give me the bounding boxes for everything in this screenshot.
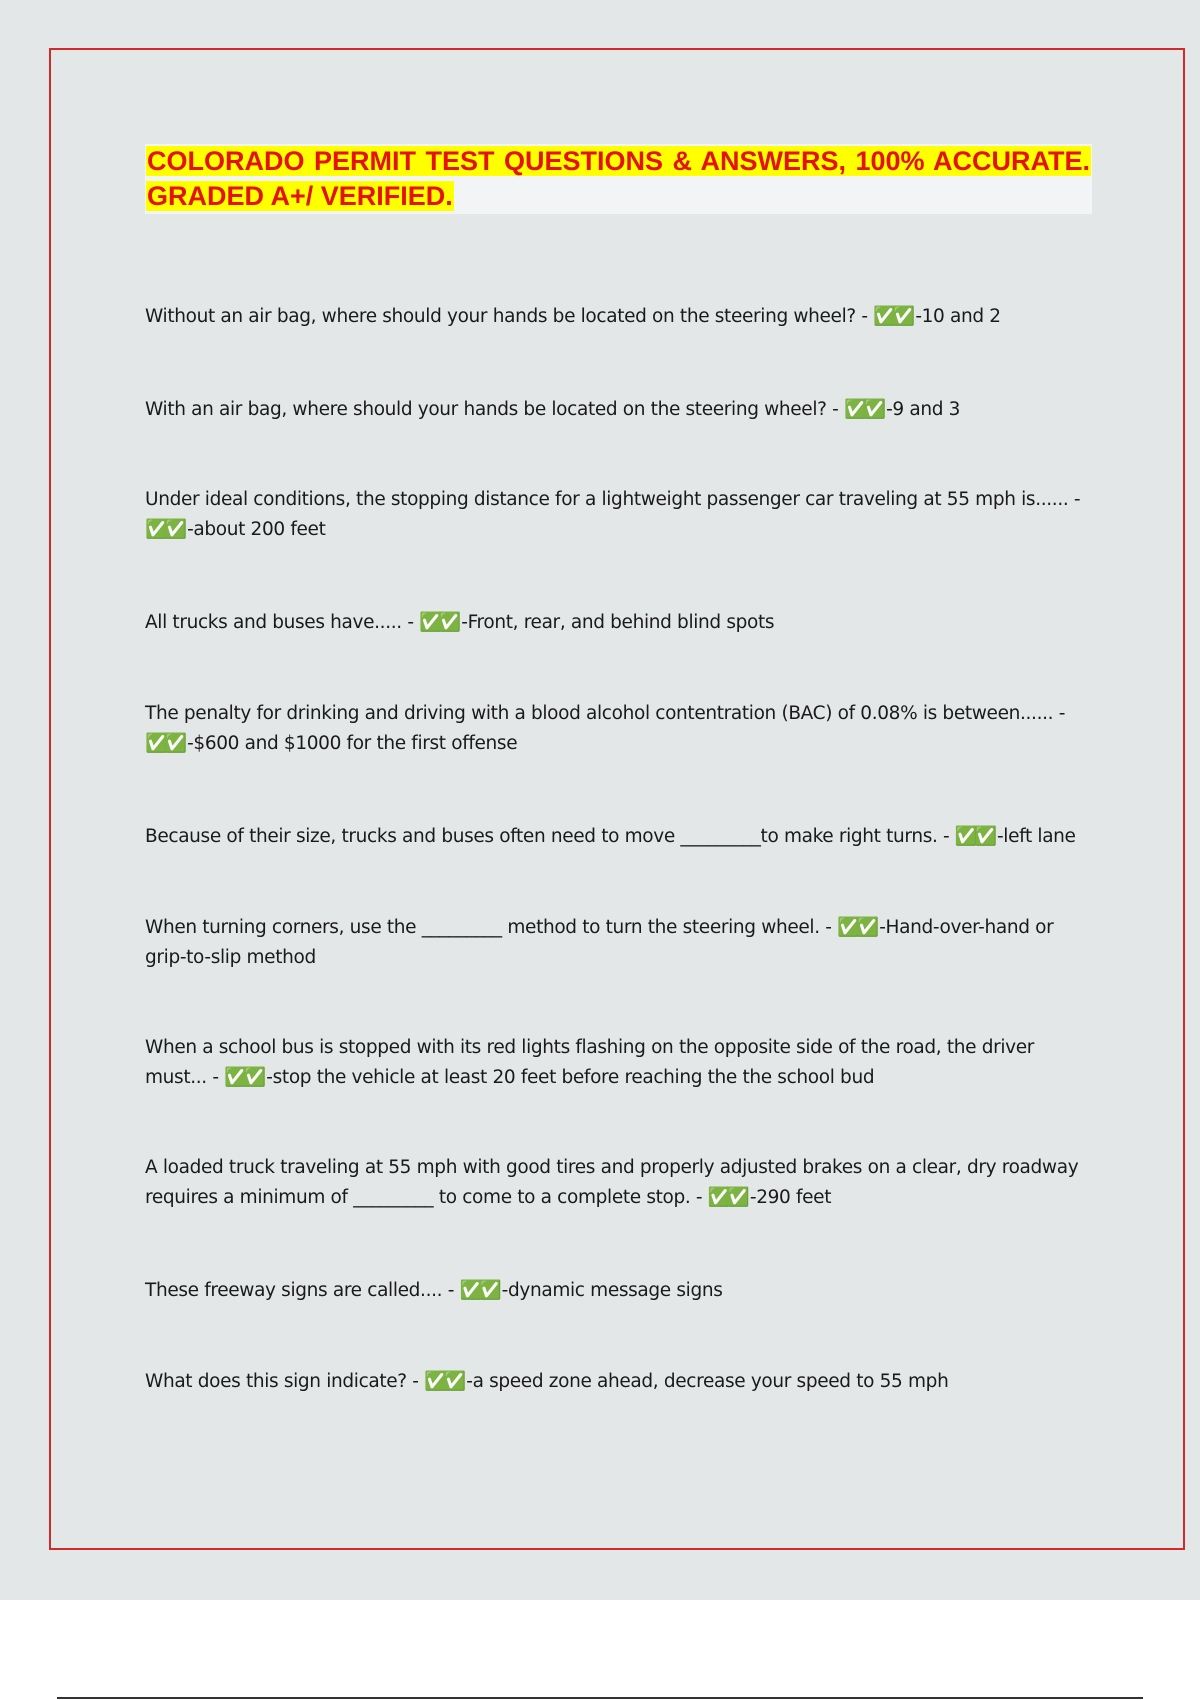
check-icon: ✅✅ bbox=[707, 1187, 746, 1208]
check-icon: ✅✅ bbox=[419, 612, 458, 633]
answer-text: -10 and 2 bbox=[915, 306, 1001, 327]
qa-item-4 bbox=[145, 608, 1089, 638]
bottom-divider bbox=[57, 1697, 1143, 1699]
question-text: With an air bag, where should your hands be located on the steering wheel? - bbox=[145, 399, 844, 420]
question-text: When a school bus is stopped with its red lights flashing on the opposite side of the road, the driver must... - bbox=[145, 1037, 1035, 1088]
document-title-text: COLORADO PERMIT TEST QUESTIONS & ANSWERS, 100% ACCURATE. GRADED A+/ VERIFIED. bbox=[147, 146, 1090, 211]
qa-item-10 bbox=[145, 1276, 1089, 1306]
qa-item-1 bbox=[145, 302, 1089, 332]
qa-item-3 bbox=[145, 485, 1089, 545]
document-title bbox=[145, 144, 1092, 214]
answer-text: -dynamic message signs bbox=[501, 1280, 723, 1301]
answer-text: -Front, rear, and behind blind spots bbox=[461, 612, 775, 633]
check-icon: ✅✅ bbox=[844, 399, 883, 420]
qa-item-7 bbox=[145, 913, 1089, 973]
answer-text: -290 feet bbox=[749, 1187, 832, 1208]
answer-text: -about 200 feet bbox=[187, 519, 326, 540]
question-text: All trucks and buses have..... - bbox=[145, 612, 420, 633]
question-text: What does this sign indicate? - bbox=[145, 1371, 425, 1392]
title-block bbox=[145, 144, 1092, 214]
answer-text: -a speed zone ahead, decrease your speed to 55 mph bbox=[466, 1371, 949, 1392]
qa-item-5 bbox=[145, 699, 1089, 759]
answer-text: -Hand-over-hand or grip-to-slip method bbox=[145, 917, 1054, 968]
answer-text: -stop the vehicle at least 20 feet before reaching the the school bud bbox=[266, 1067, 875, 1088]
question-text: These freeway signs are called.... - bbox=[145, 1280, 460, 1301]
qa-item-8 bbox=[145, 1033, 1089, 1093]
check-icon: ✅✅ bbox=[145, 519, 184, 540]
qa-item-9 bbox=[145, 1153, 1089, 1213]
check-icon: ✅✅ bbox=[837, 917, 876, 938]
question-text: Because of their size, trucks and buses often need to move _________to make right turns. - bbox=[145, 826, 955, 847]
check-icon: ✅✅ bbox=[224, 1067, 263, 1088]
check-icon: ✅✅ bbox=[424, 1371, 463, 1392]
page-border bbox=[49, 48, 1185, 1550]
answer-text: -9 and 3 bbox=[886, 399, 961, 420]
question-text: When turning corners, use the _________ method to turn the steering wheel. - bbox=[145, 917, 838, 938]
question-text: The penalty for drinking and driving with a blood alcohol contentration (BAC) of 0.08% is between...... - bbox=[145, 703, 1066, 724]
check-icon: ✅✅ bbox=[873, 306, 912, 327]
question-text: Under ideal conditions, the stopping distance for a lightweight passenger car traveling at 55 mph is...... - bbox=[145, 489, 1081, 510]
qa-item-11 bbox=[145, 1367, 1089, 1397]
qa-item-6 bbox=[145, 822, 1089, 852]
answer-text: -$600 and $1000 for the first offense bbox=[187, 733, 518, 754]
check-icon: ✅✅ bbox=[145, 733, 184, 754]
check-icon: ✅✅ bbox=[459, 1280, 498, 1301]
check-icon: ✅✅ bbox=[954, 826, 993, 847]
question-text: A loaded truck traveling at 55 mph with good tires and properly adjusted brakes on a clear, dry roadway requires a minimum of _________ to come to a complete stop. - bbox=[145, 1157, 1079, 1208]
answer-text: -left lane bbox=[996, 826, 1076, 847]
qa-item-2 bbox=[145, 395, 1089, 425]
question-text: Without an air bag, where should your hands be located on the steering wheel? - bbox=[145, 306, 874, 327]
